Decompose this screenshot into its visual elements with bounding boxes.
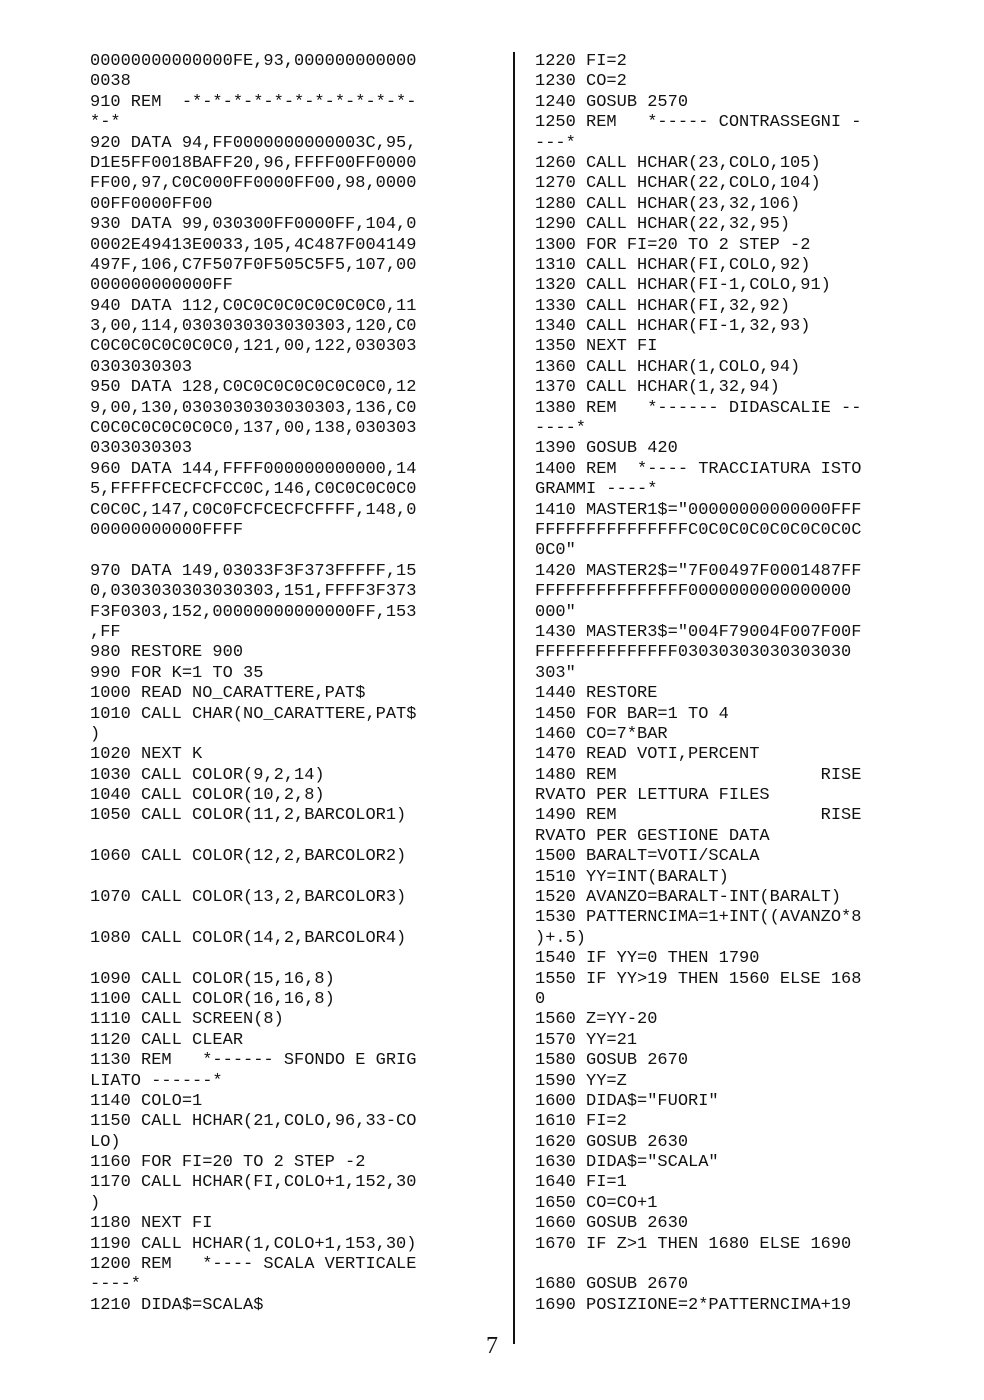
- code-line: 1240 GOSUB 2570: [535, 92, 689, 112]
- code-line: [90, 827, 495, 847]
- code-line: 1190 CALL HCHAR(1,COLO+1,153,30): [90, 1234, 417, 1254]
- code-line: 1270 CALL HCHAR(22,COLO,104): [535, 174, 821, 194]
- code-line: 1020 NEXT K: [90, 745, 203, 765]
- code-line: LIATO ------*: [90, 1071, 223, 1091]
- code-line: 1640 FI=1: [535, 1173, 627, 1193]
- code-line: 1690 POSIZIONE=2*PATTERNCIMA+19: [535, 1295, 852, 1315]
- code-line: 1140 COLO=1: [90, 1091, 203, 1111]
- code-line: 1030 CALL COLOR(9,2,14): [90, 765, 325, 785]
- code-line: 1570 YY=21: [535, 1030, 638, 1050]
- code-line: 1650 CO=CO+1: [535, 1193, 658, 1213]
- code-line: 0: [535, 989, 546, 1009]
- code-line: 1480 REM RISE: [535, 765, 862, 785]
- code-line: F3F0303,152,00000000000000FF,153: [90, 602, 417, 622]
- code-line: 00000000000FFFF: [90, 520, 244, 540]
- code-line: ----*: [90, 1275, 142, 1295]
- code-line: 1470 READ VOTI,PERCENT: [535, 745, 760, 765]
- code-line: LO): [90, 1132, 121, 1152]
- code-line: 1200 REM *---- SCALA VERTICALE: [90, 1255, 417, 1275]
- code-line: 1360 CALL HCHAR(1,COLO,94): [535, 357, 801, 377]
- code-line: 0,0303030303030303,151,FFFF3F373: [90, 582, 417, 602]
- code-line: FFFFFFFFFFFFFF03030303030303030: [535, 643, 852, 663]
- code-line: 1260 CALL HCHAR(23,COLO,105): [535, 153, 821, 173]
- code-line: 1180 NEXT FI: [90, 1214, 213, 1234]
- code-line: 1430 MASTER3$="004F79004F007F00F: [535, 622, 862, 642]
- code-line: 1390 GOSUB 420: [535, 439, 678, 459]
- code-line: 1600 DIDA$="FUORI": [535, 1091, 719, 1111]
- code-line: 1620 GOSUB 2630: [535, 1132, 689, 1152]
- code-line: 940 DATA 112,C0C0C0C0C0C0C0C0,11: [90, 296, 417, 316]
- code-line: ----*: [535, 419, 587, 439]
- code-line: GRAMMI ----*: [535, 480, 658, 500]
- code-line: RVATO PER LETTURA FILES: [535, 786, 770, 806]
- code-line: C0C0C0C0C0C0C0,137,00,138,030303: [90, 419, 417, 439]
- code-line: [90, 949, 495, 969]
- code-line: 0002E49413E0033,105,4C487F004149: [90, 235, 417, 255]
- code-line: 1500 BARALT=VOTI/SCALA: [535, 847, 760, 867]
- code-line: 960 DATA 144,FFFF000000000000,14: [90, 459, 417, 479]
- code-line: 1450 FOR BAR=1 TO 4: [535, 704, 729, 724]
- code-line: 1010 CALL CHAR(NO_CARATTERE,PAT$: [90, 704, 417, 724]
- code-line: 1350 NEXT FI: [535, 337, 658, 357]
- code-line: 1250 REM *----- CONTRASSEGNI -: [535, 113, 862, 133]
- code-line: 1510 YY=INT(BARALT): [535, 867, 729, 887]
- code-line: 1080 CALL COLOR(14,2,BARCOLOR4): [90, 928, 407, 948]
- code-line: 0303030303: [90, 439, 193, 459]
- code-line: 1590 YY=Z: [535, 1071, 627, 1091]
- code-line: 1660 GOSUB 2630: [535, 1214, 689, 1234]
- page-number: 7: [486, 1333, 498, 1359]
- code-line: 00FF0000FF00: [90, 194, 213, 214]
- code-line: 1300 FOR FI=20 TO 2 STEP -2: [535, 235, 811, 255]
- code-line: 0C0": [535, 541, 576, 561]
- code-line: 1440 RESTORE: [535, 684, 658, 704]
- code-line: *-*: [90, 113, 121, 133]
- code-line: 1120 CALL CLEAR: [90, 1030, 244, 1050]
- code-line: 980 RESTORE 900: [90, 643, 244, 663]
- code-line: ): [90, 724, 101, 744]
- code-line: 1100 CALL COLOR(16,16,8): [90, 989, 335, 1009]
- code-line: 1050 CALL COLOR(11,2,BARCOLOR1): [90, 806, 407, 826]
- code-line: 1060 CALL COLOR(12,2,BARCOLOR2): [90, 847, 407, 867]
- code-line: )+.5): [535, 928, 587, 948]
- code-line: 000": [535, 602, 576, 622]
- code-line: D1E5FF0018BAFF20,96,FFFF00FF0000: [90, 153, 417, 173]
- code-line: 1610 FI=2: [535, 1112, 627, 1132]
- code-line: 1550 IF YY>19 THEN 1560 ELSE 168: [535, 969, 862, 989]
- code-line: [90, 868, 495, 888]
- code-line: 1160 FOR FI=20 TO 2 STEP -2: [90, 1153, 366, 1173]
- code-line: 1560 Z=YY-20: [535, 1010, 658, 1030]
- code-line: 1370 CALL HCHAR(1,32,94): [535, 378, 780, 398]
- code-line: 497F,106,C7F507F0F505C5F5,107,00: [90, 255, 417, 275]
- code-line: 1380 REM *------ DIDASCALIE --: [535, 398, 862, 418]
- code-line: 000000000000FF: [90, 276, 233, 296]
- code-line: 990 FOR K=1 TO 35: [90, 663, 264, 683]
- code-line: 1340 CALL HCHAR(FI-1,32,93): [535, 317, 811, 337]
- code-line: [90, 908, 495, 928]
- code-line: 1040 CALL COLOR(10,2,8): [90, 786, 325, 806]
- code-line: 3,00,114,0303030303030303,120,C0: [90, 317, 417, 337]
- code-line: 1110 CALL SCREEN(8): [90, 1010, 284, 1030]
- code-line: 1290 CALL HCHAR(22,32,95): [535, 215, 791, 235]
- code-line: 1490 REM RISE: [535, 806, 862, 826]
- code-line: C0C0C0C0C0C0C0,121,00,122,030303: [90, 337, 417, 357]
- code-line: 1320 CALL HCHAR(FI-1,COLO,91): [535, 276, 831, 296]
- code-line: 1520 AVANZO=BARALT-INT(BARALT): [535, 888, 842, 908]
- code-line: FFFFFFFFFFFFFFF0000000000000000: [535, 582, 852, 602]
- code-line: 1460 CO=7*BAR: [535, 724, 668, 744]
- code-line: 1230 CO=2: [535, 72, 627, 92]
- code-line: ,FF: [90, 622, 121, 642]
- code-line: 1670 IF Z>1 THEN 1680 ELSE 1690: [535, 1234, 852, 1254]
- code-line: 9,00,130,0303030303030303,136,C0: [90, 398, 417, 418]
- code-line: 1630 DIDA$="SCALA": [535, 1153, 719, 1173]
- code-line: 970 DATA 149,03033F3F373FFFFF,15: [90, 561, 417, 581]
- code-line: ): [90, 1193, 101, 1213]
- code-line: [90, 541, 495, 561]
- left-code-column: [90, 52, 495, 1316]
- code-line: 5,FFFFFCECFCFCC0C,146,C0C0C0C0C0: [90, 480, 417, 500]
- code-line: 1330 CALL HCHAR(FI,32,92): [535, 296, 791, 316]
- code-line: 1310 CALL HCHAR(FI,COLO,92): [535, 255, 811, 275]
- code-line: 1130 REM *------ SFONDO E GRIG: [90, 1051, 417, 1071]
- code-line: 1400 REM *---- TRACCIATURA ISTO: [535, 459, 862, 479]
- code-line: 1070 CALL COLOR(13,2,BARCOLOR3): [90, 888, 407, 908]
- right-code-column: [535, 52, 935, 1316]
- code-line: 950 DATA 128,C0C0C0C0C0C0C0C0,12: [90, 378, 417, 398]
- code-line: 00000000000000FE,93,000000000000: [90, 52, 417, 71]
- code-line: RVATO PER GESTIONE DATA: [535, 826, 770, 846]
- code-line: 1420 MASTER2$="7F00497F0001487FF: [535, 561, 862, 581]
- code-line: 1540 IF YY=0 THEN 1790: [535, 949, 760, 969]
- code-line: 1530 PATTERNCIMA=1+INT((AVANZO*8: [535, 908, 862, 928]
- code-line: 1580 GOSUB 2670: [535, 1051, 689, 1071]
- code-line: 1090 CALL COLOR(15,16,8): [90, 969, 335, 989]
- code-line: FF00,97,C0C000FF0000FF00,98,0000: [90, 174, 417, 194]
- code-line: 1000 READ NO_CARATTERE,PAT$: [90, 684, 366, 704]
- column-divider: [513, 52, 515, 1344]
- code-line: C0C0C,147,C0C0FCFCECFCFFFF,148,0: [90, 500, 417, 520]
- code-line: FFFFFFFFFFFFFFFC0C0C0C0C0C0C0C0C: [535, 520, 862, 540]
- code-line: 920 DATA 94,FF0000000000003C,95,: [90, 133, 417, 153]
- code-line: 1150 CALL HCHAR(21,COLO,96,33-CO: [90, 1112, 417, 1132]
- code-line: ---*: [535, 133, 576, 153]
- code-line: 1170 CALL HCHAR(FI,COLO+1,152,30: [90, 1173, 417, 1193]
- code-line: 910 REM -*-*-*-*-*-*-*-*-*-*-*-: [90, 92, 417, 112]
- code-line: 1280 CALL HCHAR(23,32,106): [535, 194, 801, 214]
- code-line: 930 DATA 99,030300FF0000FF,104,0: [90, 215, 417, 235]
- code-line: 0038: [90, 72, 131, 92]
- code-line: 303": [535, 663, 576, 683]
- code-line: 1680 GOSUB 2670: [535, 1275, 689, 1295]
- code-line: [535, 1255, 935, 1275]
- code-line: 0303030303: [90, 357, 193, 377]
- code-line: 1220 FI=2: [535, 52, 627, 71]
- code-line: 1410 MASTER1$="00000000000000FFF: [535, 500, 862, 520]
- code-line: 1210 DIDA$=SCALA$: [90, 1295, 264, 1315]
